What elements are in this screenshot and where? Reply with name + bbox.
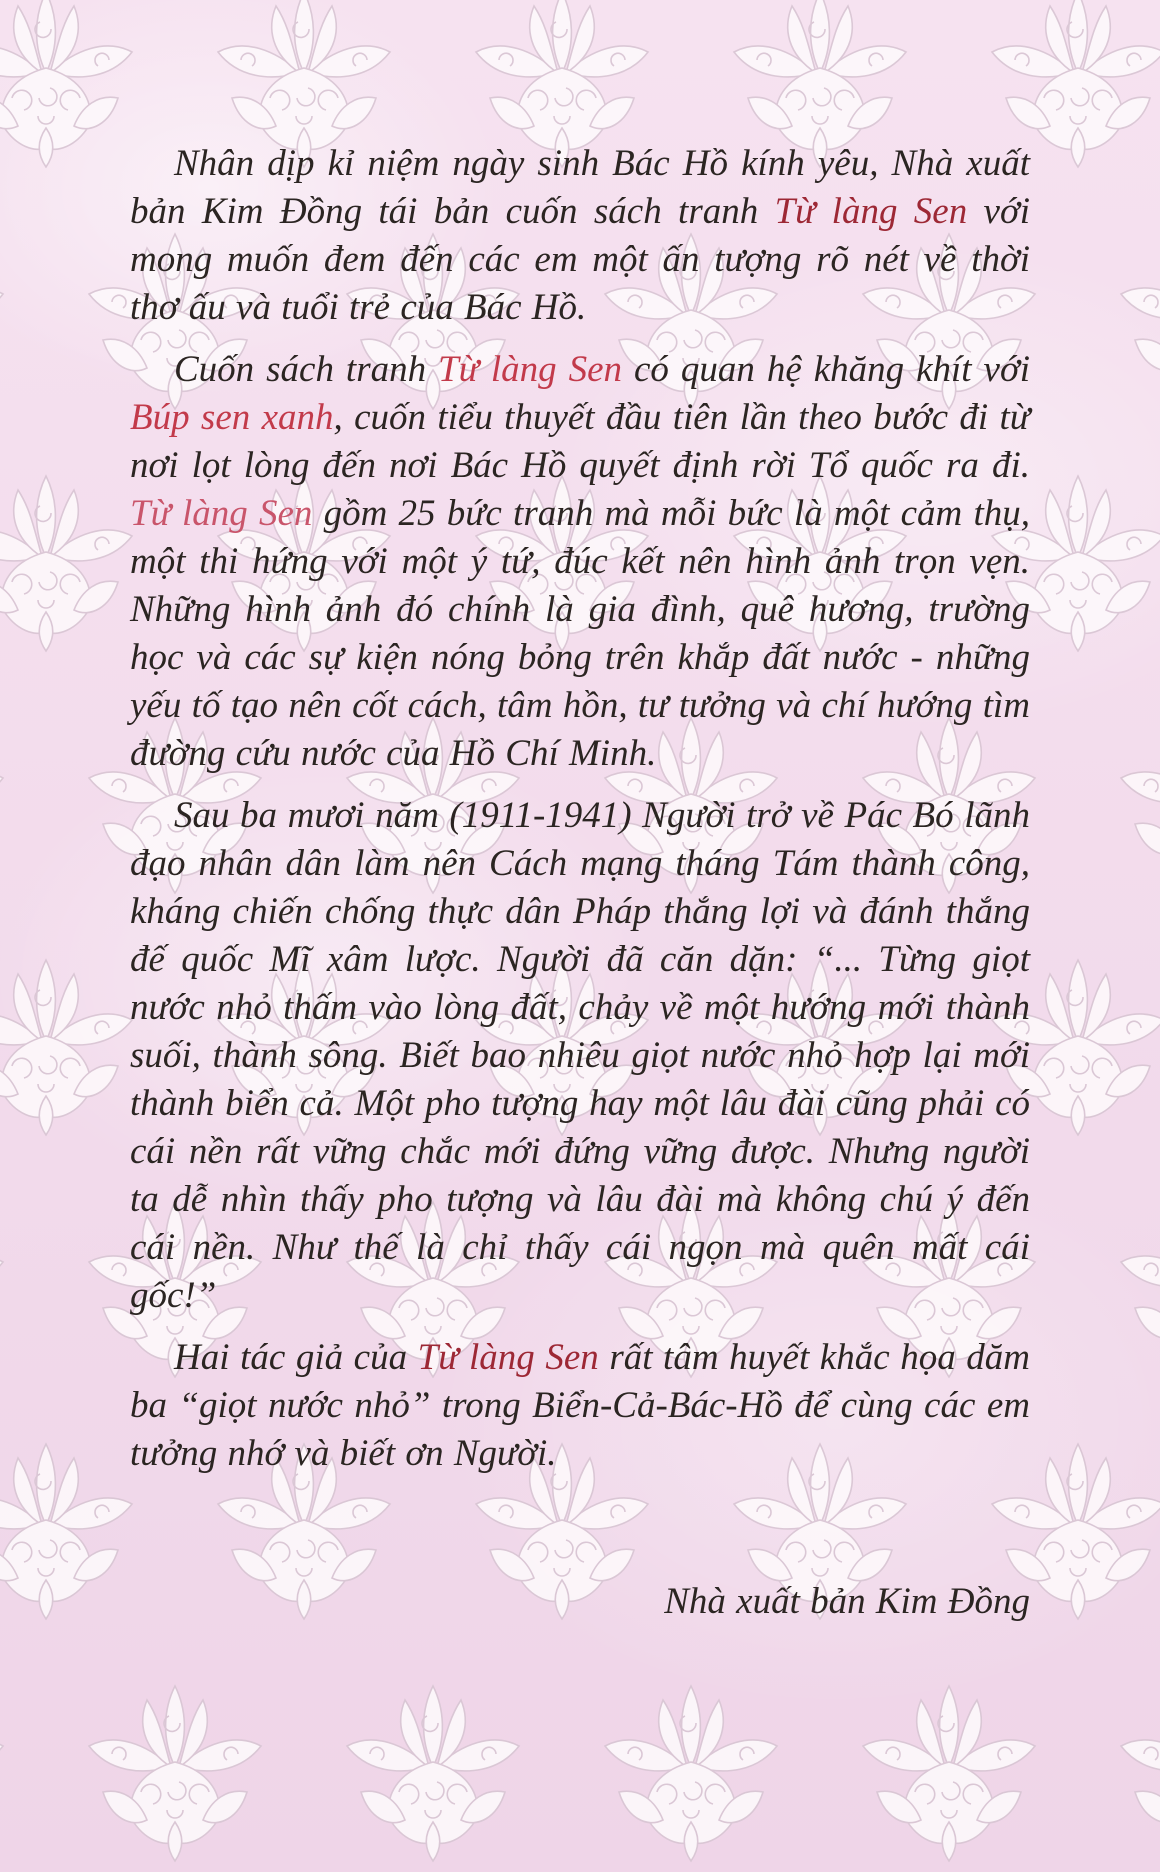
text-segment: Cuốn sách tranh xyxy=(174,349,439,390)
text-segment: với mong muốn đem đến các em một ấn tượng rõ nét về thời thơ ấu và tuổi trẻ của Bác Hồ. xyxy=(130,191,1041,328)
paragraph xyxy=(130,346,1041,778)
text-segment: Sau ba mươi năm (1911-1941) Người trở về Pác Bó lãnh đạo nhân dân làm nên Cách mạng tháng Tám thành công, kháng chiến chống thực dân Pháp thắng lợi và đánh thắng đế quốc Mĩ xâm lược. Người đã căn dặn: “... Từng giọt nước nhỏ thấm vào lòng đất, chảy về một hướng mới thành suối, thành sông. Biết bao nhiêu giọt nước nhỏ hợp lại mới thành biển cả. Một pho tượng hay một lâu đài cũng phải có cái nền rất vững chắc mới đứng vững được. Nhưng người ta dễ nhìn thấy pho tượng và lâu đài mà không chú ý đến cái nền. Như thế là chỉ thấy cái ngọn mà quên mất cái gốc!” xyxy=(130,795,1041,1316)
text-segment: Từ làng Sen xyxy=(417,1337,599,1378)
lotus-icon xyxy=(0,0,132,167)
lotus-icon xyxy=(0,476,132,651)
text-segment: , cuốn tiểu thuyết đầu tiên lần theo bước đi từ nơi lọt lòng đến nơi Bác Hồ quyết định rời Tổ quốc ra đi. xyxy=(130,397,1041,486)
lotus-icon xyxy=(863,1686,1035,1861)
lotus-icon xyxy=(0,1686,3,1861)
paragraph xyxy=(130,792,1041,1320)
lotus-icon xyxy=(0,718,3,893)
text-segment: Từ làng Sen xyxy=(130,493,313,534)
lotus-icon xyxy=(0,960,132,1135)
lotus-icon xyxy=(0,1202,3,1377)
text-segment: gồm 25 bức tranh mà mỗi bức là một cảm thụ, một thi hứng với một ý tứ, đúc kết nên hình ảnh trọn vẹn. Những hình ảnh đó chính là gia đình, quê hương, trường học và các sự kiện nóng bỏng trên khắp đất nước - những yếu tố tạo nên cốt cách, tâm hồn, tư tưởng và chí hướng tìm đường cứu nước của Hồ Chí Minh. xyxy=(130,493,1041,774)
publisher-signature: Nhà xuất bản Kim Đồng xyxy=(664,1581,1030,1622)
text-segment: Từ làng Sen xyxy=(774,191,968,232)
lotus-icon xyxy=(605,1686,777,1861)
text-segment: Hai tác giả của xyxy=(174,1337,418,1378)
lotus-icon xyxy=(1121,718,1160,893)
lotus-icon xyxy=(1121,1202,1160,1377)
paragraph xyxy=(130,140,1041,332)
text-segment: Nhân dịp kỉ niệm ngày sinh Bác Hồ kính yêu, Nhà xuất bản Kim Đồng tái bản cuốn sách tranh xyxy=(130,143,1041,232)
lotus-icon xyxy=(1121,234,1160,409)
text-segment: có quan hệ khăng khít với xyxy=(622,349,1041,390)
text-segment: rất tâm huyết khắc họa dăm ba “giọt nước nhỏ” trong Biển-Cả-Bác-Hồ để cùng các em tưởng nhớ và biết ơn Người. xyxy=(130,1337,1041,1474)
text-segment: Búp sen xanh xyxy=(130,397,334,438)
lotus-icon xyxy=(1121,1686,1160,1861)
paragraph xyxy=(130,1334,1041,1478)
lotus-icon xyxy=(347,1686,519,1861)
body-text xyxy=(130,140,1041,1478)
page-content xyxy=(130,140,1041,1626)
lotus-icon xyxy=(89,1686,261,1861)
text-segment: Từ làng Sen xyxy=(438,349,622,390)
lotus-icon xyxy=(0,234,3,409)
lotus-icon xyxy=(0,1444,132,1619)
